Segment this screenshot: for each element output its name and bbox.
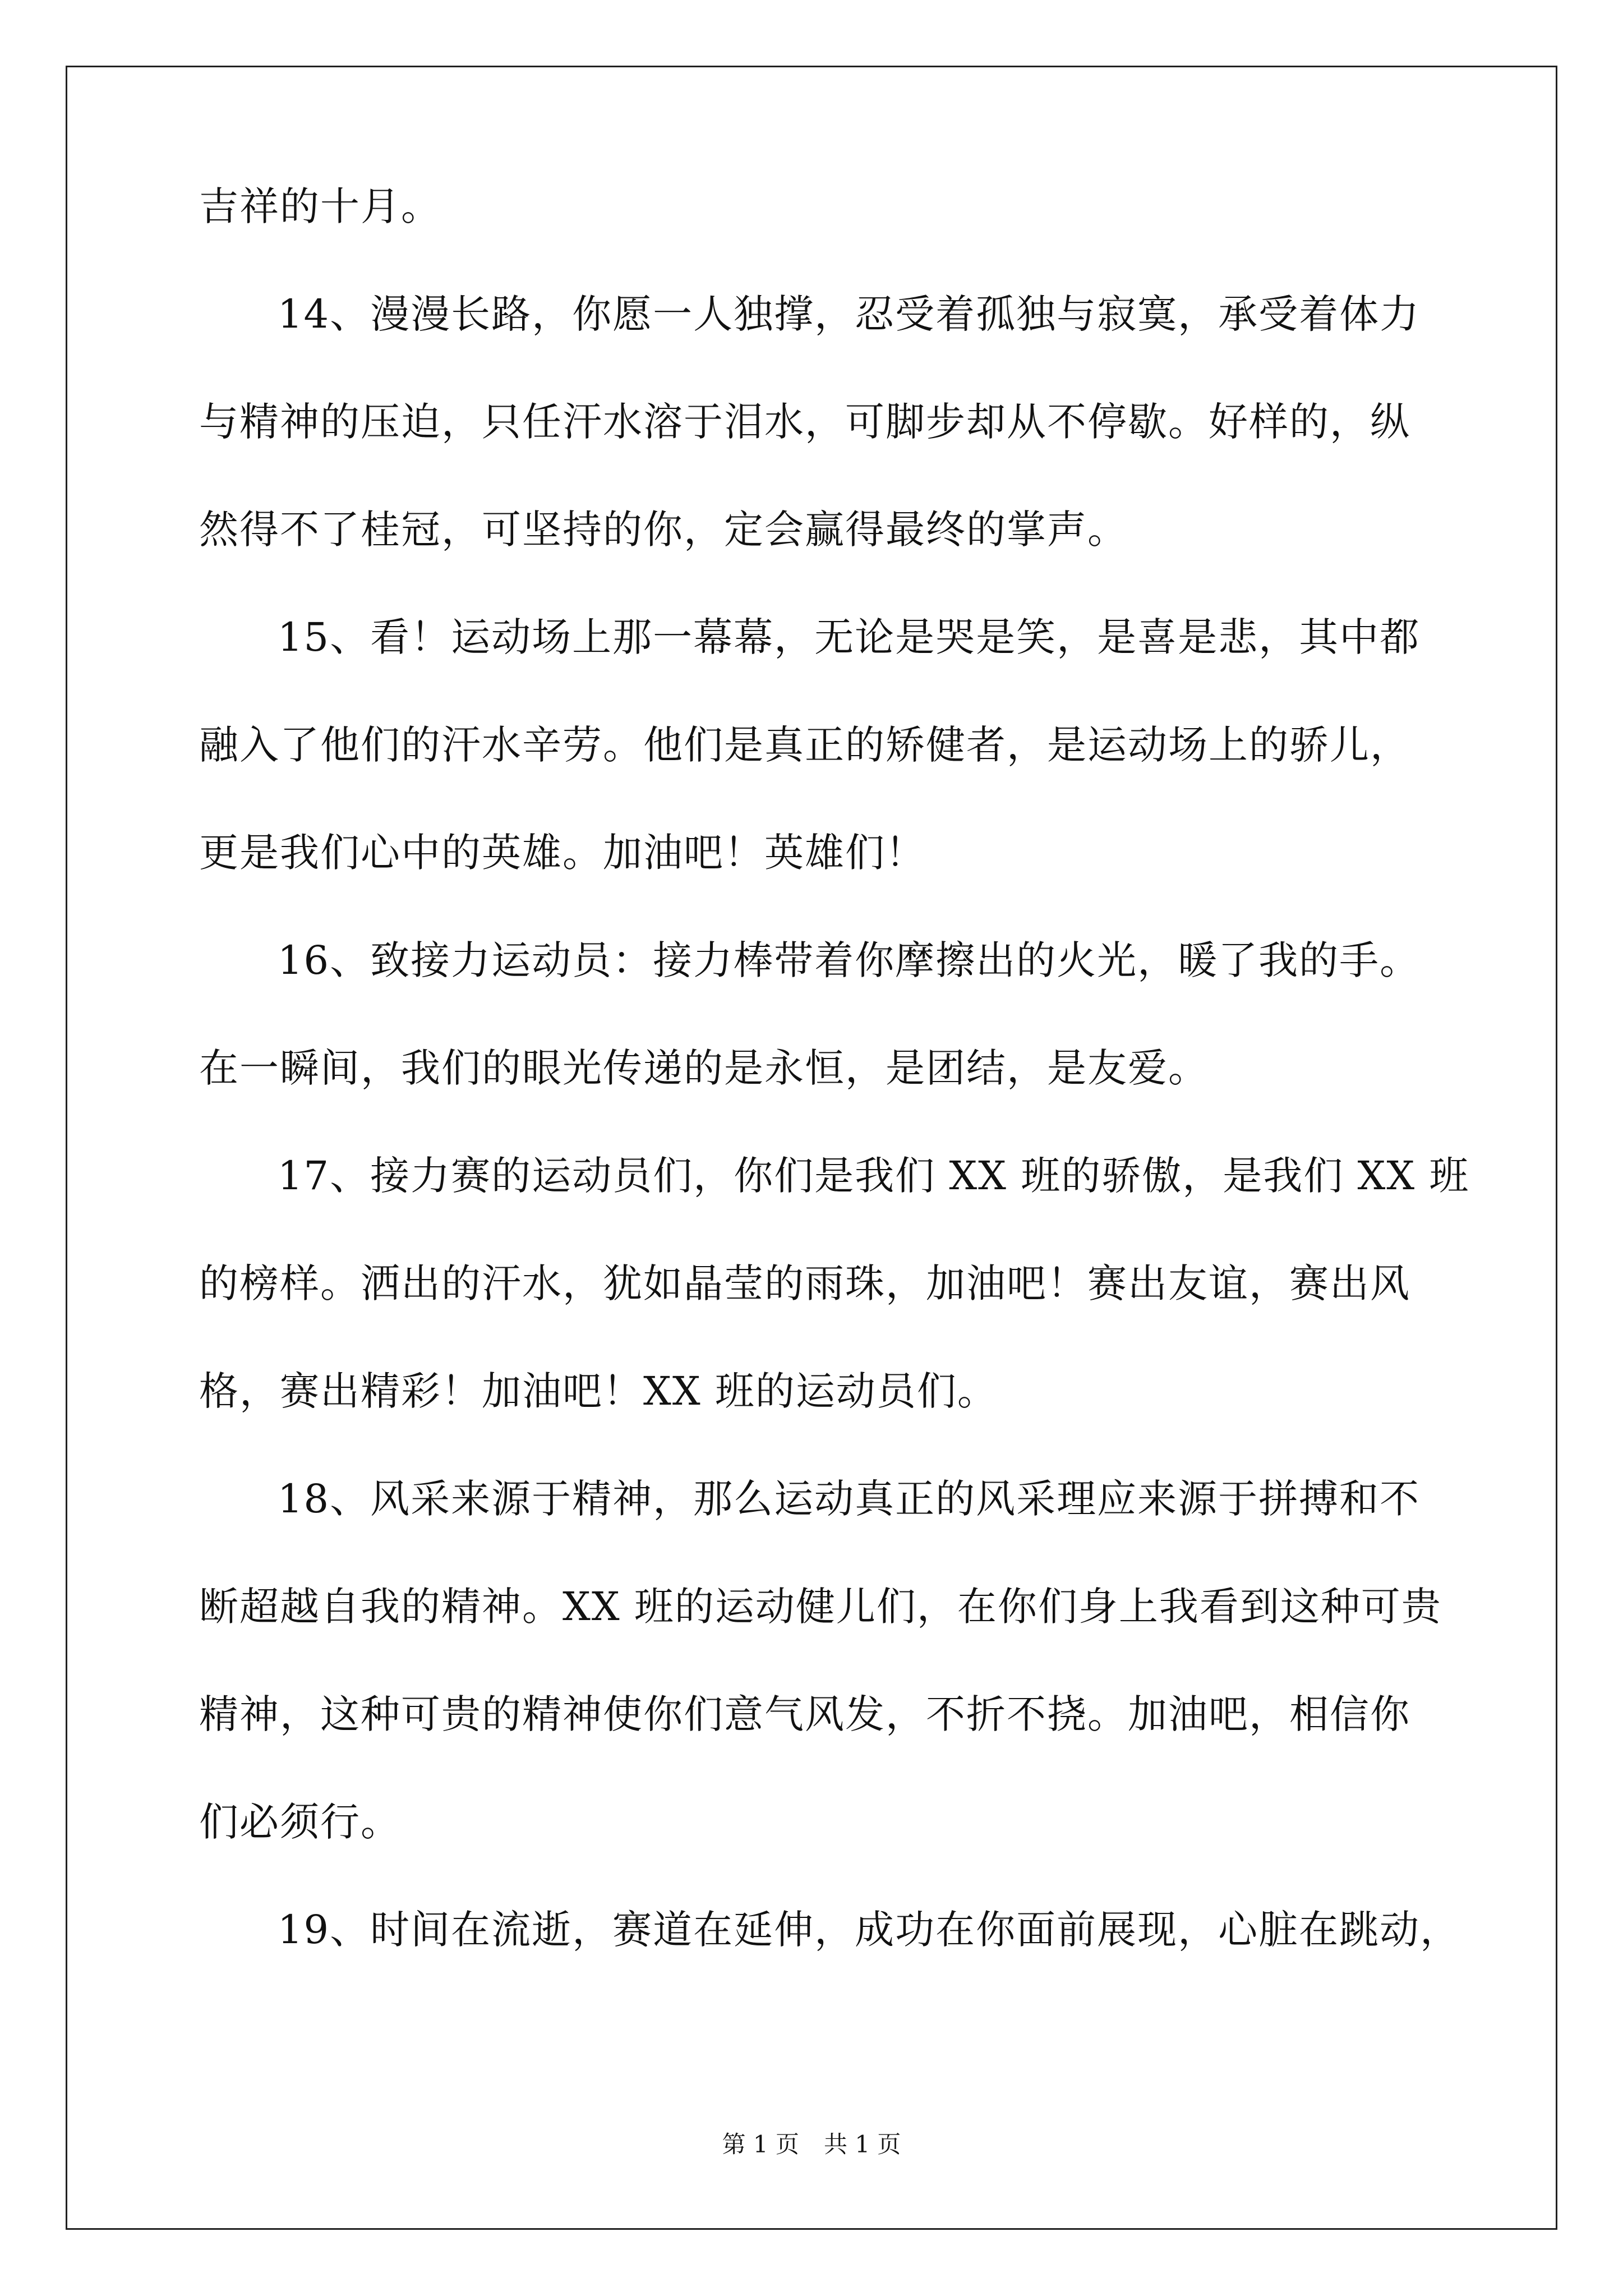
text-line: 格，赛出精彩！加油吧！XX 班的运动员们。	[199, 1368, 998, 1414]
text-line: 在一瞬间，我们的眼光传递的是永恒，是团结，是友爱。	[199, 1045, 1209, 1091]
text-line: 断超越自我的精神。XX 班的运动健儿们，在你们身上我看到这种可贵	[199, 1584, 1442, 1630]
page-footer	[0, 2129, 1623, 2160]
text-line: 16、致接力运动员：接力棒带着你摩擦出的火光，暖了我的手。	[278, 937, 1421, 983]
text-line: 的榜样。洒出的汗水，犹如晶莹的雨珠，加油吧！赛出友谊，赛出风	[199, 1260, 1410, 1306]
document-body	[199, 180, 1470, 1957]
text-line: 与精神的压迫，只任汗水溶于泪水，可脚步却从不停歇。好样的，纵	[199, 399, 1410, 445]
text-line: 15、看！运动场上那一幕幕，无论是哭是笑，是喜是悲，其中都	[278, 614, 1421, 660]
text-line: 融入了他们的汗水辛劳。他们是真正的矫健者，是运动场上的骄儿，	[199, 722, 1410, 768]
text-line: 吉祥的十月。	[199, 183, 441, 229]
text-line: 们必须行。	[199, 1799, 401, 1845]
text-line: 18、风采来源于精神，那么运动真正的风采理应来源于拼搏和不	[278, 1476, 1421, 1522]
text-line: 14、漫漫长路，你愿一人独撑，忍受着孤独与寂寞，承受着体力	[278, 291, 1421, 337]
text-line: 然得不了桂冠，可坚持的你，定会赢得最终的掌声。	[199, 507, 1128, 553]
page-number-total: 共 1 页	[824, 2131, 901, 2158]
text-line: 19、时间在流逝，赛道在延伸，成功在你面前展现，心脏在跳动，	[278, 1907, 1461, 1953]
page-number-current: 第 1 页	[722, 2131, 799, 2158]
text-line: 17、接力赛的运动员们，你们是我们 XX 班的骄傲，是我们 XX 班	[278, 1153, 1470, 1199]
text-line: 精神，这种可贵的精神使你们意气风发，不折不挠。加油吧，相信你	[199, 1691, 1410, 1737]
text-line: 更是我们心中的英雄。加油吧！英雄们！	[199, 830, 926, 876]
